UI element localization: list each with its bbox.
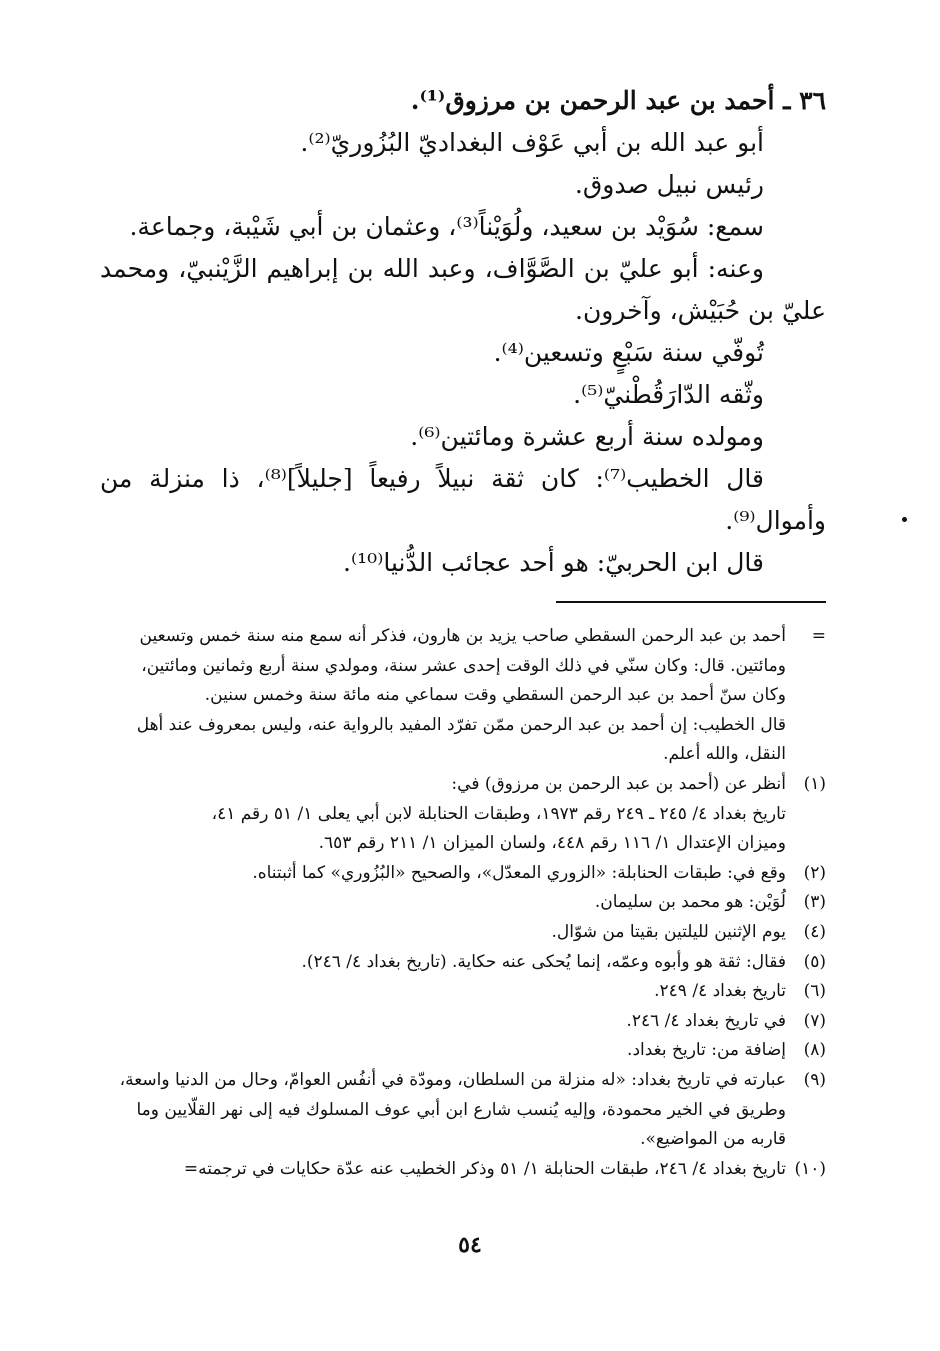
footnote-separator bbox=[556, 601, 826, 603]
entry-line: أبو عبد الله بن أبي عَوْف البغداديّ البُزُوريّ⁽²⁾. bbox=[300, 128, 764, 157]
footnote-line: النقل، والله أعلم. bbox=[663, 744, 786, 765]
footnote-number: (٨) bbox=[803, 1040, 826, 1061]
page-number: ٥٤ bbox=[458, 1232, 482, 1258]
footnote-line: وكان سنّ أحمد بن عبد الرحمن السقطي وقت سماعي منه مائة سنة وخمس سنين. bbox=[204, 685, 786, 706]
entry-line: قال الخطيب⁽⁷⁾: كان ثقة نبيلاً رفيعاً [جليلاً]⁽⁸⁾، ذا منزلة من bbox=[100, 464, 765, 493]
footnote-number: (٢) bbox=[803, 862, 826, 883]
footnote-4 bbox=[100, 918, 826, 948]
footnote-number: (١٠) bbox=[794, 1158, 826, 1179]
footnote-continuation bbox=[100, 622, 826, 652]
footnote-number: (٥) bbox=[803, 951, 826, 972]
margin-dot bbox=[902, 517, 907, 522]
footnote-7 bbox=[100, 1007, 826, 1037]
footnote-9 bbox=[100, 1066, 826, 1096]
entry-line: عليّ بن حُبَيْش، وآخرون. bbox=[575, 296, 826, 325]
entry-line: سمع: سُوَيْد بن سعيد، ولُوَيْناً⁽³⁾، وعثمان بن أبي شَيْبة، وجماعة. bbox=[129, 212, 764, 241]
footnote-8 bbox=[100, 1036, 826, 1066]
footnote-number: (١) bbox=[803, 773, 826, 794]
footnote-line: إضافة من: تاريخ بغداد. bbox=[627, 1040, 786, 1061]
footnote-2 bbox=[100, 859, 826, 889]
entry-title: ٣٦ ـ أحمد بن عبد الرحمن بن مرزوق⁽¹⁾. bbox=[410, 86, 826, 115]
footnote-line: فقال: ثقة هو وأبوه وعمّه، إنما يُحكى عنه حكاية. (تاريخ بغداد ٤/ ٢٤٦). bbox=[301, 951, 786, 972]
footnote-number: (٦) bbox=[803, 981, 826, 1002]
footnote-number: (٧) bbox=[803, 1010, 826, 1031]
footnote-line: قال الخطيب: إن أحمد بن عبد الرحمن ممّن تفرّد المفيد بالرواية عنه، وليس بمعروف عند أهل bbox=[136, 714, 786, 735]
footnote-6 bbox=[100, 977, 826, 1007]
entry-line: ومولده سنة أربع عشرة ومائتين⁽⁶⁾. bbox=[410, 422, 764, 451]
footnote-number: (٤) bbox=[803, 921, 826, 942]
footnote-line: وطريق في الخير محمودة، وإليه يُنسب شارع ابن أبي عوف المسلوك فيه إلى نهر القلّايين وما bbox=[136, 1099, 786, 1120]
footnote-line: وميزان الإعتدال ١/ ١١٦ رقم ٤٤٨، ولسان الميزان ١/ ٢١١ رقم ٦٥٣. bbox=[318, 833, 786, 854]
footnote-line: أحمد بن عبد الرحمن السقطي صاحب يزيد بن هارون، فذكر أنه سمع منه سنة خمس وتسعين bbox=[139, 626, 786, 646]
footnote-line: ومائتين. قال: وكان سنّي في ذلك الوقت إحدى عشر سنة، ومولدي سنة أربع وثمانين ومائتين، bbox=[141, 655, 786, 676]
footnote-line: وقع في: طبقات الحنابلة: «الزوري المعدّل»، والصحيح «البُزُوري» كما أثبتناه. bbox=[252, 862, 786, 883]
footnote-line: تاريخ بغداد ٤/ ٢٤٥ ـ ٢٤٩ رقم ١٩٧٣، وطبقات الحنابلة لابن أبي يعلى ١/ ٥١ رقم ٤١، bbox=[211, 803, 786, 824]
continuation-mark: = bbox=[811, 626, 826, 646]
footnote-line: لُوَيْن: هو محمد بن سليمان. bbox=[594, 892, 786, 913]
footnote-3 bbox=[100, 888, 826, 918]
entry-line: تُوفّي سنة سَبْعٍ وتسعين⁽⁴⁾. bbox=[493, 338, 764, 367]
footnote-line: يوم الإثنين لليلتين بقيتا من شوّال. bbox=[551, 921, 786, 942]
footnote-1 bbox=[100, 770, 826, 800]
entry-line: وعنه: أبو عليّ بن الصَّوَّاف، وعبد الله بن إبراهيم الزَّيْنبيّ، ومحمد bbox=[100, 254, 764, 283]
footnote-line: تاريخ بغداد ٤/ ٢٤٩. bbox=[654, 981, 786, 1002]
entry-line: قال ابن الحربيّ: هو أحد عجائب الدُّنيا⁽¹⁰⁾. bbox=[343, 548, 764, 577]
footnote-number: (٩) bbox=[803, 1069, 826, 1090]
footnote-line: عبارته في تاريخ بغداد: «له منزلة من السلطان، ومودّة في أنفُس العوامّ، وحال من الدنيا واسعة، bbox=[119, 1069, 786, 1090]
biography-entry bbox=[100, 80, 826, 584]
footnote-5 bbox=[100, 948, 826, 978]
footnote-line: قاربه من المواضيع». bbox=[640, 1129, 786, 1150]
entry-line: وأموال⁽⁹⁾. bbox=[725, 506, 826, 535]
footnote-line: أنظر عن (أحمد بن عبد الرحمن بن مرزوق) في: bbox=[451, 773, 786, 794]
footnote-10 bbox=[100, 1155, 826, 1185]
entry-line: وثّقه الدّارَقُطْنيّ⁽⁵⁾. bbox=[573, 380, 764, 409]
footnotes bbox=[100, 622, 826, 1184]
footnote-line: تاريخ بغداد ٤/ ٢٤٦، طبقات الحنابلة ١/ ٥١ وذكر الخطيب عنه عدّة حكايات في ترجمته= bbox=[183, 1158, 786, 1179]
footnote-number: (٣) bbox=[803, 892, 826, 913]
entry-line: رئيس نبيل صدوق. bbox=[574, 170, 764, 199]
footnote-line: في تاريخ بغداد ٤/ ٢٤٦. bbox=[626, 1010, 786, 1031]
